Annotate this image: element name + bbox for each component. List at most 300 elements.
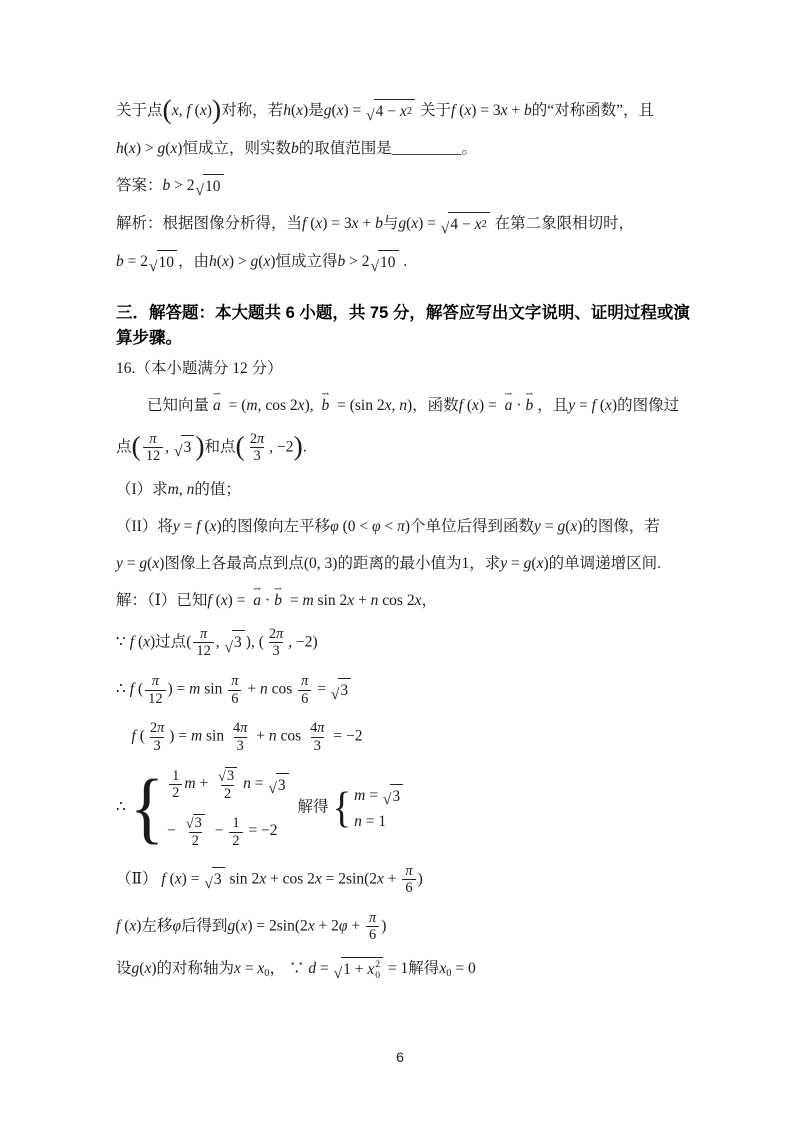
math-run (516, 397, 521, 414)
math-run (285, 960, 333, 977)
math-token: ( (165, 140, 171, 158)
math-token: cos (382, 591, 403, 609)
math-run (132, 960, 157, 977)
math-token: x (315, 215, 323, 233)
superscript: 2 (481, 218, 487, 230)
math-run (205, 175, 221, 199)
math-run (234, 960, 264, 977)
math-token: , (165, 438, 173, 456)
math-token: ( (190, 102, 200, 120)
radicand (193, 814, 205, 832)
big-paren: ( (162, 94, 172, 126)
math-token: , −2 (269, 438, 294, 456)
question16-part2-line1 (116, 515, 690, 539)
math-token: 12 (148, 690, 163, 707)
math-token: = (240, 960, 258, 977)
math-run (227, 768, 234, 785)
math-token: 2 (223, 785, 232, 802)
math-token: ( (290, 102, 297, 120)
subscript: 0 (264, 968, 270, 980)
math-token: ) (151, 960, 157, 977)
math-token: b (290, 140, 299, 158)
math-token: ( (147, 554, 153, 572)
fraction (230, 720, 250, 754)
math-run (338, 253, 370, 270)
math-token: , (215, 633, 224, 651)
math-token: x (314, 870, 322, 888)
math-token: + (354, 591, 371, 609)
system-row (354, 784, 404, 809)
system-row (354, 810, 404, 833)
math-run (340, 679, 348, 703)
math-run (324, 102, 365, 119)
math-token: + (266, 870, 283, 888)
math-token: ( (216, 253, 222, 271)
big-paren: ( (131, 430, 141, 462)
denominator (402, 879, 415, 897)
math-token: 10 (205, 178, 221, 196)
math-token: d (308, 960, 317, 977)
math-token: φ (172, 917, 182, 935)
math-token: 6 (368, 927, 377, 944)
math-token: x (351, 215, 359, 233)
math-token: 6 (301, 690, 309, 707)
numerator (307, 720, 327, 737)
math-token: cos (271, 680, 293, 698)
radicand (341, 957, 383, 982)
question16-part2-line2 (116, 552, 690, 576)
math-token: x (199, 102, 207, 120)
text-run: 。 (461, 140, 477, 158)
numerator (146, 431, 159, 448)
math-token: , (178, 480, 187, 498)
math-token: 6 (231, 690, 239, 707)
math-token: n (186, 480, 195, 498)
math-token: ), ( (245, 633, 264, 651)
math-run (116, 799, 126, 816)
math-token: f (302, 215, 307, 233)
math-token: + (252, 727, 269, 745)
equation-system (129, 763, 290, 853)
numerator (402, 863, 415, 880)
big-paren: ) (293, 430, 303, 462)
math-run (301, 691, 308, 707)
math-token: 2 (335, 591, 348, 609)
math-token: x (296, 102, 303, 120)
math-run (398, 215, 439, 232)
radicand (374, 99, 415, 124)
math-token: π (276, 625, 284, 642)
math-run (165, 438, 173, 455)
text-run: 后得到 (181, 917, 228, 935)
math-run (291, 140, 299, 157)
math-token: x (259, 870, 267, 888)
text-run: 解析：根据图像分析得，当 (116, 215, 303, 233)
math-token: 4 − (375, 103, 400, 120)
math-run (225, 397, 318, 414)
math-token: x (472, 396, 479, 414)
math-token: π (301, 672, 309, 689)
math-token: = ( (333, 396, 355, 414)
numerator (147, 720, 167, 737)
denominator (250, 447, 263, 465)
denominator (269, 642, 282, 660)
math-token: ( (331, 102, 337, 120)
math-run (369, 910, 376, 926)
math-token: = (285, 591, 303, 609)
fraction (143, 431, 163, 465)
radicand (157, 250, 178, 275)
math-token: 10 (380, 254, 396, 272)
math-token: φ (372, 517, 381, 535)
math-token: ) (177, 140, 183, 158)
math-token: x (221, 253, 229, 271)
solution16-part2-line1 (116, 863, 690, 897)
text-run: 恒成立得 (275, 253, 338, 271)
math-token: m (190, 727, 203, 745)
math-run (288, 633, 317, 650)
math-token: · (265, 591, 271, 609)
math-token: 3 (277, 776, 286, 794)
math-token: = −2 (329, 727, 363, 745)
math-token: = 2 (321, 870, 347, 888)
math-run (310, 720, 324, 736)
radical (186, 814, 205, 832)
text-run: 解得 (408, 960, 440, 977)
math-token: ) = 2 (247, 917, 277, 935)
math-run (172, 917, 181, 934)
math-run (237, 738, 244, 754)
math-token: (0 < (338, 517, 373, 535)
math-token: = ( (224, 396, 247, 414)
math-token: g (131, 960, 140, 977)
radical (441, 212, 490, 237)
math-token: = (575, 396, 592, 414)
math-token: 3 (213, 871, 222, 889)
math-token: ) (404, 517, 411, 535)
math-token: 4 (310, 720, 318, 737)
math-token: = 1 (361, 813, 387, 831)
math-token: 3 (313, 737, 321, 754)
numerator (298, 673, 311, 690)
big-paren: ) (195, 430, 205, 462)
math-token: (2 (294, 917, 308, 935)
math-token: sin (354, 396, 373, 414)
math-run (196, 643, 210, 659)
text-run: （II）将 (116, 517, 173, 535)
math-token: y (534, 517, 541, 535)
math-token: f (207, 591, 212, 609)
radical-sign: √ (268, 780, 277, 798)
math-token: x (152, 554, 160, 572)
math-token: n (259, 680, 268, 698)
radical (371, 250, 399, 275)
denominator (229, 832, 242, 850)
math-run (369, 927, 376, 943)
math-token: 2 (247, 870, 260, 888)
math-token: ( (186, 633, 192, 651)
math-token: , −2) (288, 633, 318, 651)
text-run: 关于点 (116, 102, 163, 120)
math-run (302, 215, 383, 232)
radical (268, 773, 288, 797)
math-token: n (268, 727, 277, 745)
fraction (366, 910, 379, 944)
math-run (304, 555, 338, 572)
solution16-part1-line1 (116, 589, 690, 613)
math-run (245, 823, 278, 840)
numerator (169, 768, 182, 785)
radical (149, 250, 177, 275)
math-run (303, 438, 307, 455)
script-column (375, 959, 380, 981)
math-run (243, 681, 296, 698)
math-token: x (605, 396, 612, 414)
radical (334, 957, 383, 982)
math-token: x (174, 870, 182, 888)
math-token: b (116, 253, 124, 271)
math-run (330, 518, 410, 535)
math-token: ) (136, 917, 142, 935)
math-run (354, 787, 382, 804)
math-run (246, 633, 264, 650)
math-run (269, 626, 283, 642)
math-token: x (234, 960, 241, 977)
math-token: cos (282, 870, 304, 888)
math-token: f (129, 680, 135, 698)
math-token: ) = (181, 870, 204, 888)
math-token: ( (134, 680, 144, 698)
math-run (272, 643, 279, 659)
math-token: ∵ (116, 633, 130, 651)
math-token: x (367, 960, 375, 978)
math-run (405, 863, 412, 879)
math-run (450, 213, 481, 237)
numerator (197, 626, 210, 643)
math-token: m (184, 775, 196, 793)
text-run: 已知向量 (147, 396, 210, 414)
denominator (193, 642, 213, 660)
math-token: m (302, 591, 314, 609)
math-run (211, 823, 228, 840)
math-token: φ (330, 517, 339, 535)
radical-sign: √ (333, 965, 343, 983)
math-token: π (240, 720, 248, 737)
math-token: = (365, 786, 382, 804)
math-token: m (354, 786, 366, 804)
numerator (230, 720, 250, 737)
math-run (173, 518, 222, 535)
denominator (311, 737, 324, 755)
math-token: (2 (364, 870, 378, 888)
math-token: ) > (228, 253, 251, 271)
math-token: 1 + (343, 960, 368, 978)
denominator (169, 784, 182, 802)
math-token: m (246, 396, 258, 414)
superscript: 2 (375, 958, 381, 970)
math-token: π (368, 909, 377, 926)
radical-sign: √ (204, 875, 213, 893)
math-run (269, 438, 293, 455)
math-run (172, 785, 179, 801)
math-run (226, 870, 401, 887)
math-run (283, 102, 308, 119)
math-token: 3 (183, 439, 192, 457)
math-run (116, 917, 141, 934)
text-run: （Ⅱ） (116, 870, 158, 888)
math-token: cos (265, 396, 287, 414)
math-token: + (347, 917, 364, 935)
math-run (168, 481, 195, 498)
radical (196, 174, 224, 199)
vector: ⇀ a (503, 394, 515, 418)
math-run (172, 102, 212, 119)
system-row (167, 814, 290, 849)
math-token: g (227, 917, 236, 935)
math-token: x (414, 591, 422, 609)
question16-part1 (116, 478, 690, 502)
math-run (376, 100, 407, 124)
equation-system (333, 784, 405, 834)
text-run: 的“对称函数”，且 (531, 102, 655, 120)
math-token: + (383, 870, 401, 888)
text-run: 答案： (116, 177, 163, 195)
math-token: φ (338, 917, 348, 935)
math-run (163, 177, 195, 194)
radical (331, 678, 351, 703)
text-run: 的取值范围是 (298, 140, 392, 158)
radical (204, 867, 224, 892)
math-token: ( (120, 917, 130, 935)
math-token: ) (577, 517, 583, 535)
math-run (568, 397, 617, 414)
math-token: sin (206, 727, 225, 745)
text-run: ，函数 (412, 396, 459, 414)
math-token: = (316, 960, 333, 977)
math-token: = (179, 517, 197, 535)
math-token: = −2 (244, 822, 278, 840)
math-token: π (397, 517, 405, 535)
math-run (301, 673, 308, 689)
solution16-part2-line2 (116, 910, 690, 944)
radicand (203, 174, 224, 199)
text-run: ， (269, 960, 286, 977)
math-token: = (540, 517, 558, 535)
system-rows (167, 767, 290, 849)
text-run: 的值； (194, 480, 241, 498)
math-token: 12 (196, 643, 211, 660)
math-token: y (116, 554, 123, 572)
vector: ⇀ a (251, 589, 263, 613)
math-token: cos (280, 727, 302, 745)
math-token: 2 (286, 396, 298, 414)
math-token: ) = 3 (471, 102, 501, 120)
math-run (534, 518, 582, 535)
radicand (276, 773, 289, 797)
math-token: ( (463, 396, 473, 414)
fraction (266, 626, 286, 660)
math-token: b (524, 102, 532, 120)
math-token: π (405, 862, 413, 879)
math-token: π (257, 430, 265, 447)
math-token: ( (165, 870, 175, 888)
superscript: 2 (406, 105, 413, 117)
math-run (405, 880, 412, 896)
math-run (167, 823, 180, 840)
math-token: x (536, 554, 544, 572)
text-run: 的距离的最小值为 (337, 554, 462, 572)
math-run (286, 592, 422, 609)
math-token: y (568, 396, 576, 414)
denominator (189, 832, 202, 850)
question16-statement-line2 (116, 431, 690, 465)
math-token: ) (206, 102, 212, 120)
math-token: ) > (135, 140, 158, 158)
math-run (367, 958, 374, 982)
fraction (193, 626, 213, 660)
math-token: = 2 (123, 253, 148, 271)
math-token: 4 − (450, 216, 475, 234)
math-token: 4 (232, 720, 241, 737)
math-run (183, 436, 191, 460)
math-run (380, 251, 396, 275)
fraction (169, 768, 182, 802)
radical-sign: √ (366, 107, 375, 125)
math-token: ) = (478, 396, 501, 414)
math-token: π (157, 720, 165, 737)
math-token: x (257, 960, 265, 977)
math-run (150, 720, 164, 736)
math-run (418, 870, 423, 887)
math-token (222, 681, 226, 698)
math-token: x (307, 917, 315, 935)
math-token: x (144, 960, 152, 977)
math-token: ( (211, 591, 221, 609)
radical-sign: √ (440, 220, 450, 238)
math-token: x (209, 517, 217, 535)
math-token: < (380, 517, 398, 535)
math-run (459, 397, 501, 414)
math-run (214, 868, 222, 892)
numerator (266, 626, 286, 643)
math-token: x (411, 215, 419, 233)
math-run (232, 833, 239, 849)
math-token: g (250, 253, 259, 271)
text-run: 左移 (141, 917, 173, 935)
fraction (182, 814, 209, 849)
math-token: 3 (392, 787, 401, 805)
math-token: ( (200, 517, 210, 535)
math-token: n (370, 591, 379, 609)
radical-sign: √ (195, 182, 205, 200)
math-run (116, 555, 164, 572)
text-run: ，由 (178, 253, 210, 271)
math-run (330, 728, 363, 745)
math-token: + (243, 680, 260, 698)
math-token: b (162, 177, 171, 195)
radicand (378, 250, 399, 275)
radical (174, 435, 194, 460)
math-token: x (220, 591, 228, 609)
numerator (214, 767, 241, 785)
radical-sign: √ (218, 769, 226, 786)
math-token: ) (303, 102, 309, 120)
math-token: h (209, 253, 217, 271)
math-token: 3 (236, 737, 244, 754)
math-token: = 0 (451, 960, 476, 977)
math-token: + 2 (314, 917, 339, 935)
math-token: x (377, 870, 384, 888)
